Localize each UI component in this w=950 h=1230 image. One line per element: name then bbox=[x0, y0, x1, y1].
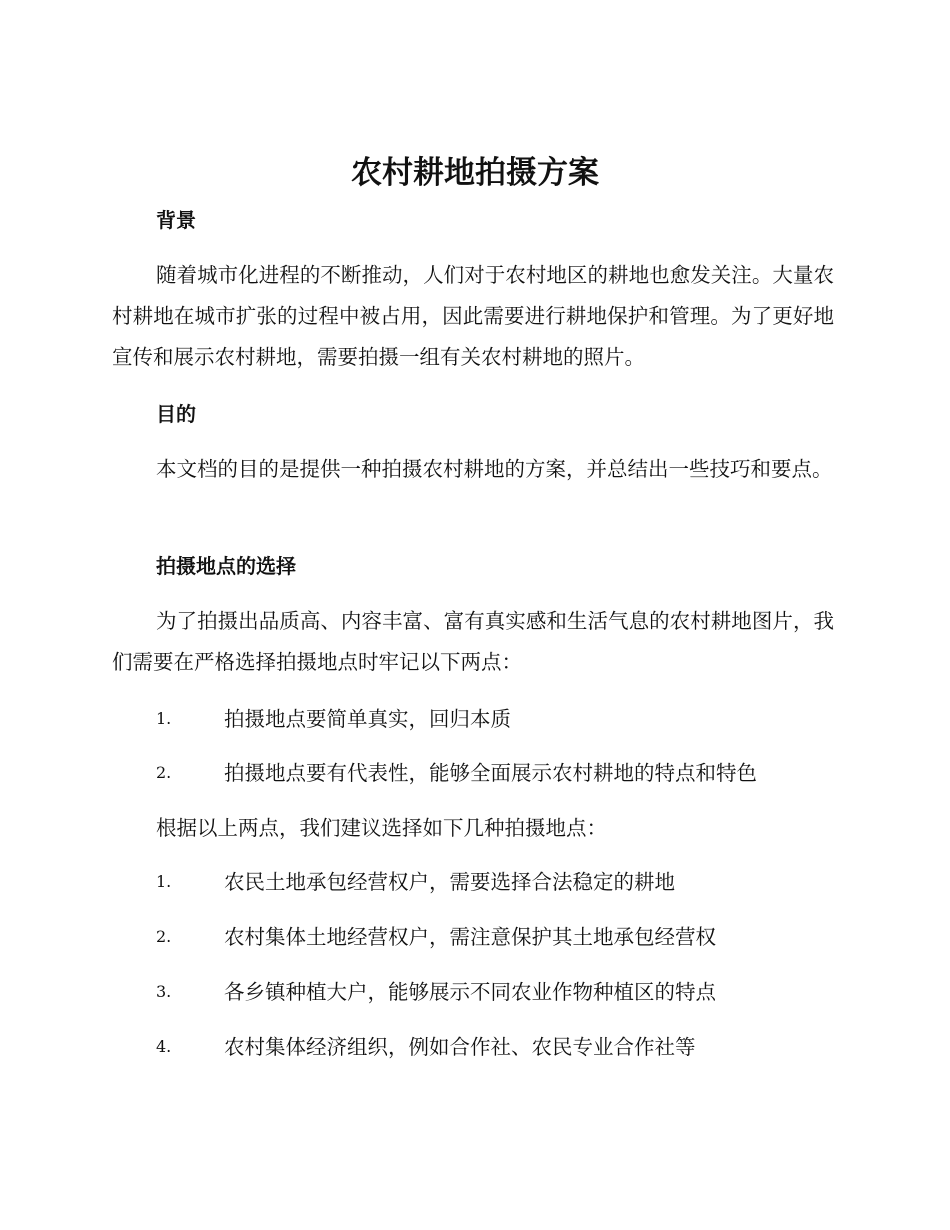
section-heading-location: 拍摄地点的选择 bbox=[156, 554, 296, 578]
list-item bbox=[0, 867, 950, 897]
list-item-text: 拍摄地点要简单真实，回归本质 bbox=[224, 707, 511, 731]
list-item-number: 1. bbox=[156, 709, 172, 728]
purpose-paragraph: 本文档的目的是提供一种拍摄农村耕地的方案，并总结出一些技巧和要点。 bbox=[156, 457, 833, 481]
list-item-text: 农村集体经济组织，例如合作社、农民专业合作社等 bbox=[224, 1035, 696, 1059]
suggestion-intro: 根据以上两点，我们建议选择如下几种拍摄地点： bbox=[156, 816, 607, 840]
list-item bbox=[0, 704, 950, 734]
list-item bbox=[0, 977, 950, 1007]
list-item bbox=[0, 758, 950, 788]
list-item-number: 4. bbox=[156, 1037, 172, 1056]
background-paragraph: 随着城市化进程的不断推动，人们对于农村地区的耕地也愈发关注。大量农村耕地在城市扩张的过程中被占用，因此需要进行耕地保护和管理。为了更好地宣传和展示农村耕地，需要拍摄一组有关农村耕地的照片。 bbox=[112, 263, 834, 369]
list-item bbox=[0, 922, 950, 952]
list-item-text: 农村集体土地经营权户，需注意保护其土地承包经营权 bbox=[224, 925, 716, 949]
list-item-number: 2. bbox=[156, 927, 172, 946]
list-item-text: 农民土地承包经营权户，需要选择合法稳定的耕地 bbox=[224, 870, 675, 894]
list-item-number: 3. bbox=[156, 982, 172, 1001]
document-title: 农村耕地拍摄方案 bbox=[351, 155, 599, 191]
list-item-text: 拍摄地点要有代表性，能够全面展示农村耕地的特点和特色 bbox=[224, 761, 757, 785]
list-item bbox=[0, 1032, 950, 1062]
section-heading-purpose: 目的 bbox=[156, 402, 196, 426]
list-item-text: 各乡镇种植大户，能够展示不同农业作物种植区的特点 bbox=[224, 980, 716, 1004]
list-item-number: 1. bbox=[156, 872, 172, 891]
list-item-number: 2. bbox=[156, 763, 172, 782]
section-heading-background: 背景 bbox=[156, 208, 196, 232]
location-intro-paragraph: 为了拍摄出品质高、内容丰富、富有真实感和生活气息的农村耕地图片，我们需要在严格选择拍摄地点时牢记以下两点： bbox=[112, 609, 834, 674]
